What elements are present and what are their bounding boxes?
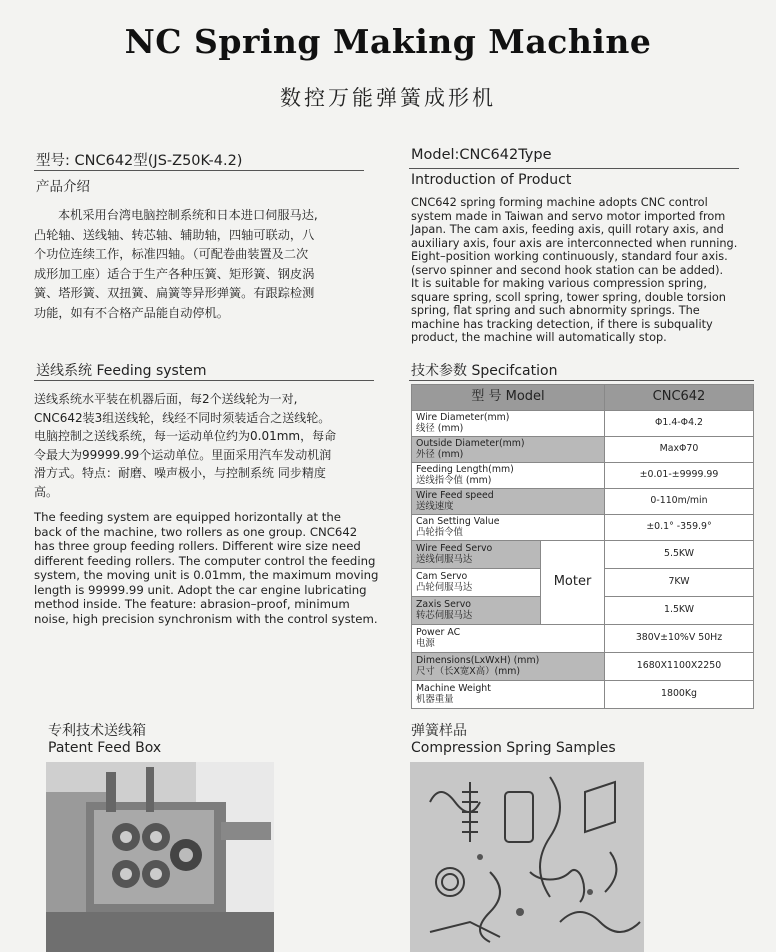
- divider: [409, 380, 754, 381]
- spec-label: Wire Diameter(mm) 线径 (mm): [412, 411, 605, 437]
- text-line: machine has tracking detection, if there is subquality: [411, 317, 713, 331]
- divider: [34, 380, 374, 381]
- spec-header-label: 型 号 Model: [412, 385, 605, 411]
- text-line: square spring, scoll spring, tower spring, double torsion: [411, 290, 726, 304]
- table-row: [412, 541, 754, 569]
- intro-text-cn: [34, 206, 374, 323]
- text-line: CNC642 spring forming machine adopts CNC control: [411, 196, 708, 209]
- spec-label: Wire Feed Servo 送线伺服马达: [412, 541, 541, 569]
- text-line: system, the moving unit is 0.01mm, the maximum moving: [34, 568, 379, 582]
- text-line: 电脑控制之送线系统，每一运动单位约为0.01mm，每命: [34, 429, 337, 443]
- text-line: 送线系统水平装在机器后面，每2个送线轮为一对,: [34, 392, 298, 406]
- model-label-en: Model:CNC642Type: [411, 147, 552, 163]
- text-line: has three group feeding rollers. Different wire size need: [34, 539, 361, 553]
- spec-label: Feeding Length(mm) 送线指令值 (mm): [412, 463, 605, 489]
- text-line: system made in Taiwan and servo motor imported from: [411, 209, 726, 223]
- spec-label: Cam Servo 凸轮伺服马达: [412, 569, 541, 597]
- divider: [34, 170, 364, 171]
- text-line: 本机采用台湾电脑控制系统和日本进口伺服马达,: [58, 208, 318, 222]
- table-row: [412, 653, 754, 681]
- table-row: [412, 489, 754, 515]
- text-line: 功能，如有不合格产品能自动停机。: [34, 305, 229, 320]
- spec-value: 5.5KW: [605, 541, 754, 569]
- text-line: 成形加工座）适合于生产各种压簧、矩形簧、钢皮涡: [34, 266, 315, 281]
- feeding-text-cn: [34, 390, 379, 501]
- text-line: 高。: [34, 484, 59, 499]
- text-line: (servo spinner and second hook station can be added).: [411, 263, 724, 277]
- spec-value: 7KW: [605, 569, 754, 597]
- text-line: 簧、塔形簧、双扭簧、扁簧等异形弹簧。有跟踪检测: [34, 286, 315, 300]
- samples-heading-cn: 弹簧样品: [411, 723, 467, 739]
- model-label-cn: 型号: CNC642型(JS-Z50K-4.2): [36, 153, 243, 169]
- text-line: 滑方式。特点：耐磨、噪声极小，与控制系统 同步精度: [34, 466, 326, 480]
- table-row: [412, 681, 754, 709]
- page-title: NC Spring Making Machine: [124, 22, 652, 61]
- spec-header-value: CNC642: [605, 385, 754, 411]
- text-line: CNC642装3组送线轮，线经不同时须装适合之送线轮。: [34, 410, 331, 425]
- moter-label: Moter: [541, 541, 605, 625]
- spec-value: ±0.1° -359.9°: [605, 515, 754, 541]
- spec-value: MaxΦ70: [605, 437, 754, 463]
- spec-value: 1680X1100X2250: [605, 653, 754, 681]
- text-line: different feeding rollers. The computer control the feeding: [34, 553, 376, 568]
- intro-heading-cn: 产品介绍: [36, 179, 90, 195]
- spec-value: ±0.01-±9999.99: [605, 463, 754, 489]
- text-line: method inside. The feature: abrasion–proof, minimum: [34, 597, 350, 611]
- feeding-heading: 送线系统 Feeding system: [36, 363, 207, 379]
- text-line: Eight–position working continuously, standard four axis.: [411, 250, 728, 263]
- spec-value: 0-110m/min: [605, 489, 754, 515]
- spec-heading: 技术参数 Specifcation: [411, 363, 558, 379]
- spec-value: 380V±10%V 50Hz: [605, 625, 754, 653]
- spec-label: Wire Feed speed 送线速度: [412, 489, 605, 515]
- patent-heading-en: Patent Feed Box: [48, 740, 162, 756]
- spec-label: Power AC 电源: [412, 625, 605, 653]
- spec-value: 1800Kg: [605, 681, 754, 709]
- feeding-text-en: [34, 510, 384, 626]
- text-line: back of the machine, two rollers as one group. CNC642: [34, 524, 358, 539]
- spec-value: Φ1.4-Φ4.2: [605, 411, 754, 437]
- spec-label: Outside Diameter(mm) 外径 (mm): [412, 437, 605, 463]
- feed-box-photo: [46, 762, 274, 952]
- table-row: [412, 515, 754, 541]
- table-row: [412, 463, 754, 489]
- text-line: noise, high precision synchronism with the control system.: [34, 611, 378, 626]
- page-subtitle: 数控万能弹簧成形机: [280, 86, 496, 110]
- divider: [409, 168, 739, 169]
- text-line: It is suitable for making various compression spring,: [411, 277, 707, 290]
- spring-samples-photo: [410, 762, 644, 952]
- text-line: product, the machine will automatically stop.: [411, 331, 667, 344]
- spec-header-row: [412, 385, 754, 411]
- text-line: 凸轮轴、送线轴、转芯轴、辅助轴，四轴可联动，八: [34, 227, 315, 242]
- patent-heading-cn: 专利技术送线箱: [48, 723, 146, 739]
- spec-table: [411, 384, 754, 709]
- intro-heading-en: Introduction of Product: [411, 172, 572, 188]
- table-row: [412, 625, 754, 653]
- samples-heading-en: Compression Spring Samples: [411, 740, 616, 756]
- table-row: [412, 437, 754, 463]
- text-line: 令最大为99999.99个运动单位。里面采用汽车发动机润: [34, 447, 332, 462]
- intro-text-en: [411, 196, 741, 345]
- text-line: spring, flat spring and such abnormity springs. The: [411, 304, 700, 317]
- text-line: 个功位连续工作，标准四轴。（可配卷曲装置及二次: [34, 247, 309, 261]
- spec-label: Machine Weight 机器重量: [412, 681, 605, 709]
- text-line: Japan. The cam axis, feeding axis, quill rotary axis, and: [411, 223, 724, 236]
- text-line: The feeding system are equipped horizontally at the: [34, 510, 341, 524]
- spec-value: 1.5KW: [605, 597, 754, 625]
- text-line: length is 99999.99 unit. Adopt the car engine lubricating: [34, 582, 367, 597]
- spec-label: Dimensions(LxWxH) (mm) 尺寸（长X宽X高）(mm): [412, 653, 605, 681]
- spec-label: Can Setting Value 凸轮指令值: [412, 515, 605, 541]
- table-row: [412, 411, 754, 437]
- spec-label: Zaxis Servo 转芯伺服马达: [412, 597, 541, 625]
- text-line: auxiliary axis, four axis are interconnected when running.: [411, 236, 738, 250]
